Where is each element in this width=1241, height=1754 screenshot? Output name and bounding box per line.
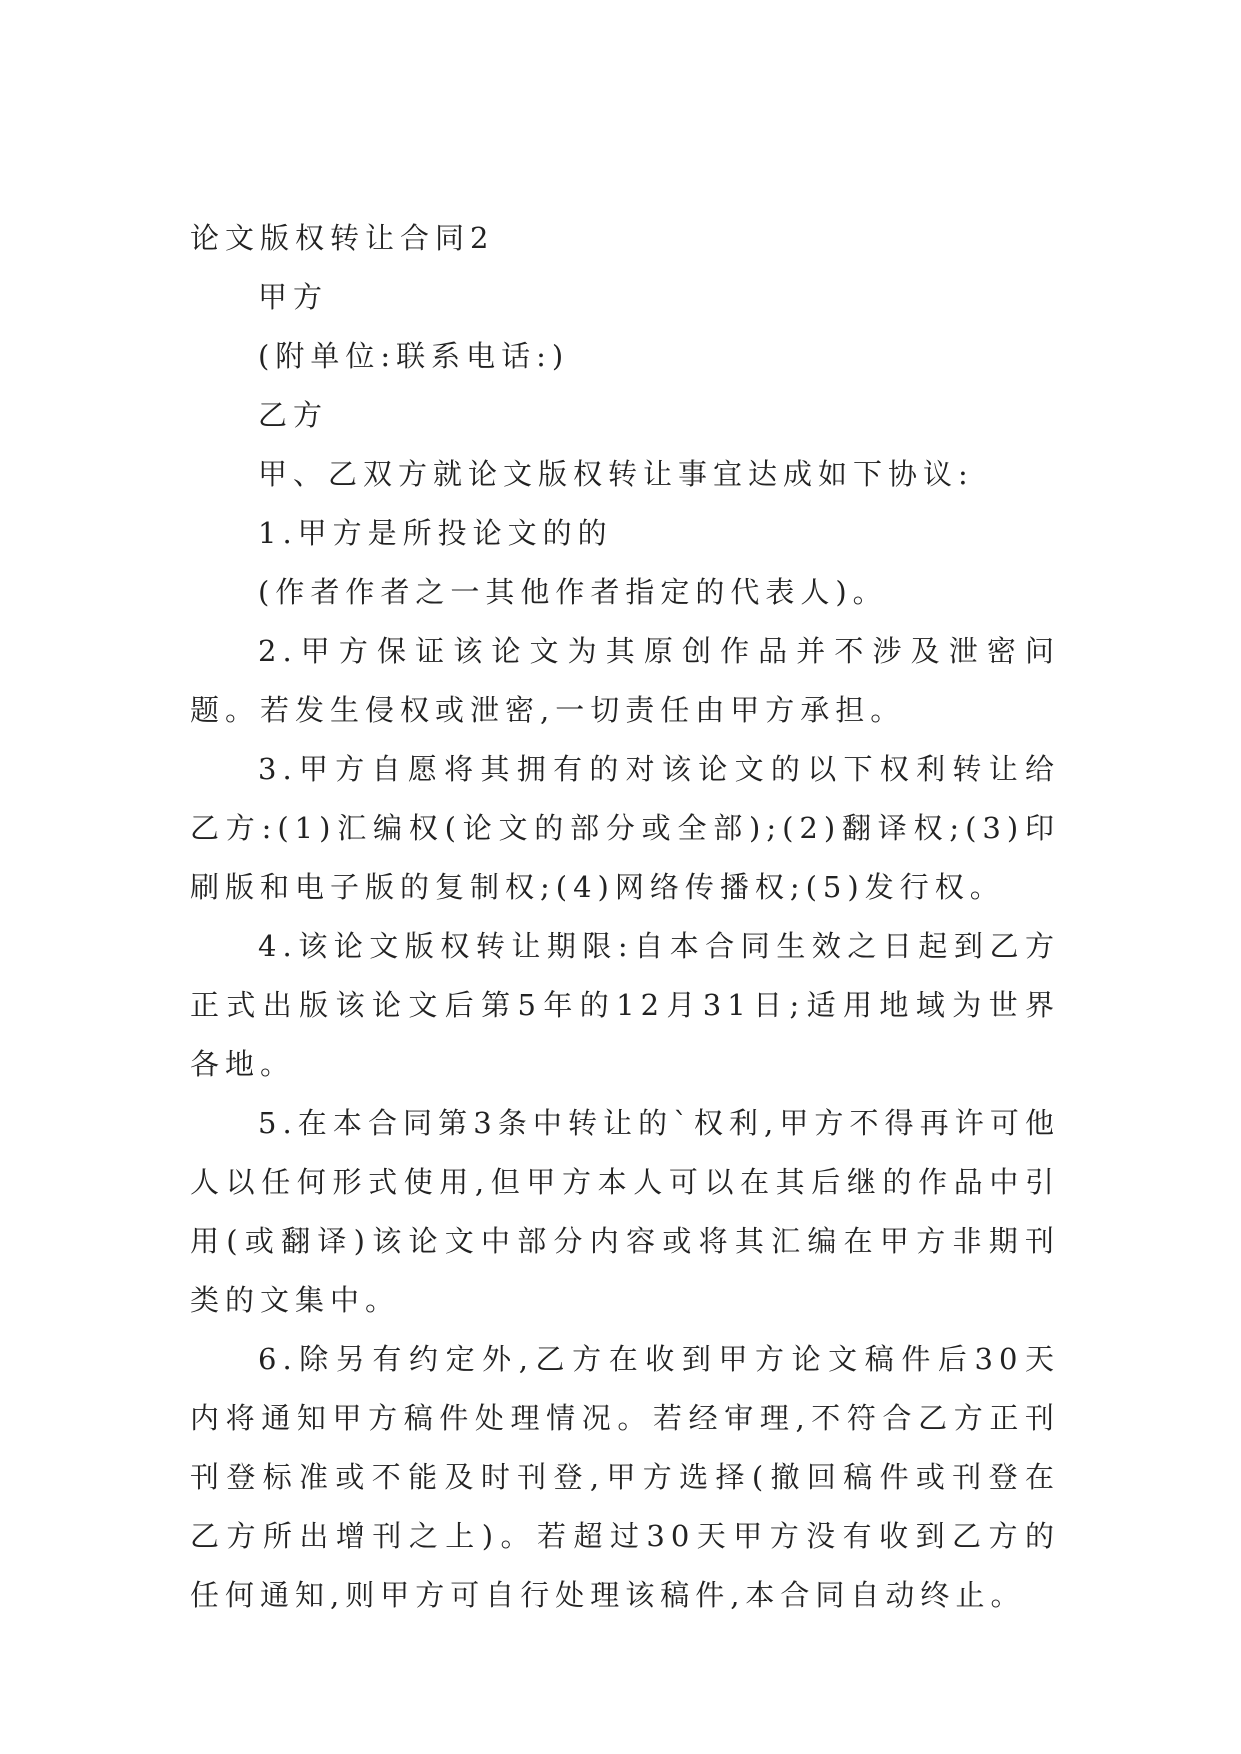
- agreement-intro: 甲、乙双方就论文版权转让事宜达成如下协议:: [258, 457, 974, 491]
- document-body: [190, 215, 1060, 1625]
- clause-5: 5.在本合同第3条中转让的`权利,甲方不得再许可他人以任何形式使用,但甲方本人可以在其后继的作品中引用(或翻译)该论文中部分内容或将其汇编在甲方非期刊类的文集中。: [190, 1106, 1060, 1317]
- clause-6: 6.除另有约定外,乙方在收到甲方论文稿件后30天内将通知甲方稿件处理情况。若经审理,不符合乙方正刊刊登标准或不能及时刊登,甲方选择(撤回稿件或刊登在乙方所出增刊之上)。若超过30天甲方没有收到乙方的任何通知,则甲方可自行处理该稿件,本合同自动终止。: [190, 1342, 1060, 1612]
- party-a-note: (附单位:联系电话:): [258, 339, 570, 373]
- clause-1-line-2: (作者作者之一其他作者指定的代表人)。: [258, 575, 888, 609]
- clause-3: 3.甲方自愿将其拥有的对该论文的以下权利转让给乙方:(1)汇编权(论文的部分或全部);(2)翻译权;(3)印刷版和电子版的复制权;(4)网络传播权;(5)发行权。: [190, 752, 1060, 904]
- clause-4: 4.该论文版权转让期限:自本合同生效之日起到乙方正式出版该论文后第5年的12月31日;适用地域为世界各地。: [190, 929, 1060, 1081]
- party-b-label: 乙方: [258, 398, 329, 432]
- party-a-label: 甲方: [258, 280, 329, 314]
- document-title: 论文版权转让合同2: [190, 221, 495, 255]
- clause-2: 2.甲方保证该论文为其原创作品并不涉及泄密问题。若发生侵权或泄密,一切责任由甲方承担。: [190, 634, 1060, 727]
- clause-1-line-1: 1.甲方是所投论文的的: [258, 516, 613, 550]
